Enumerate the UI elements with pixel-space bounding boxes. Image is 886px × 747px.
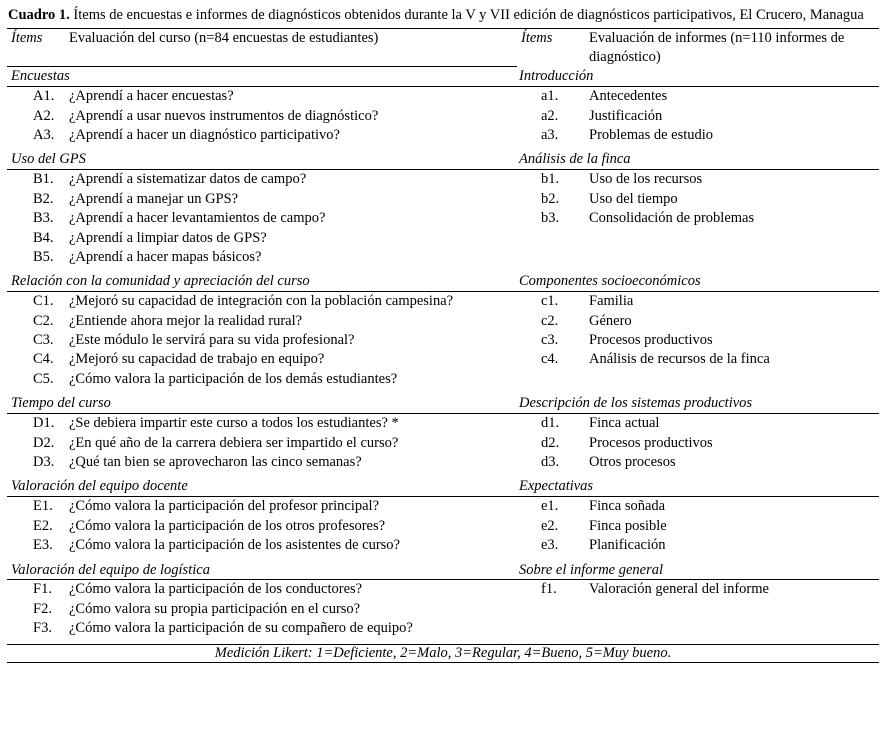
item-text-right bbox=[589, 229, 879, 248]
item-code-left: B3. bbox=[33, 210, 54, 227]
section-title-right: Componentes socioeconómicos bbox=[517, 272, 879, 291]
section-title-right: Expectativas bbox=[517, 477, 879, 496]
table-row bbox=[7, 331, 879, 350]
item-text-right bbox=[589, 248, 879, 267]
table-row bbox=[7, 453, 879, 472]
section-title-left: Encuestas bbox=[7, 67, 517, 87]
item-code-left: A2. bbox=[33, 107, 55, 124]
table-row bbox=[7, 497, 879, 517]
item-code-right: c1. bbox=[541, 293, 559, 310]
table-row bbox=[7, 370, 879, 389]
item-text-right: Análisis de recursos de la finca bbox=[589, 351, 770, 368]
item-code-right bbox=[517, 370, 589, 389]
table-row bbox=[7, 248, 879, 267]
item-code-left: B4. bbox=[33, 229, 54, 246]
item-text-left: ¿Aprendí a manejar un GPS? bbox=[69, 190, 239, 207]
table-row bbox=[7, 619, 879, 638]
header-right-text: Evaluación de informes (n=110 informes de diagnóstico) bbox=[589, 29, 879, 67]
item-text-left: ¿Aprendí a limpiar datos de GPS? bbox=[69, 229, 267, 246]
item-code-right bbox=[517, 619, 589, 638]
table-footer-row bbox=[7, 644, 879, 662]
table-row bbox=[7, 600, 879, 619]
item-text-right: Uso de los recursos bbox=[589, 171, 703, 188]
table-row bbox=[7, 229, 879, 248]
item-code-left: C5. bbox=[33, 370, 54, 387]
table-row bbox=[7, 107, 879, 126]
table-header-row bbox=[7, 29, 879, 67]
table-row bbox=[7, 536, 879, 555]
item-code-right bbox=[517, 229, 589, 248]
header-left-code: Ítems bbox=[7, 29, 69, 67]
item-text-left: ¿Aprendí a sistematizar datos de campo? bbox=[69, 171, 307, 188]
item-code-left: A3. bbox=[33, 127, 55, 143]
item-text-left: ¿Qué tan bien se aprovecharon las cinco semanas? bbox=[69, 454, 362, 471]
item-code-right: c4. bbox=[541, 351, 559, 368]
table-row bbox=[7, 350, 879, 369]
item-code-left: E2. bbox=[33, 517, 53, 534]
item-text-left: ¿Cómo valora la participación de los otros profesores? bbox=[69, 517, 386, 534]
caption-text: Ítems de encuestas e informes de diagnósticos obtenidos durante la V y VII edición de diagnósticos participativos, El Crucero, Managua bbox=[73, 7, 864, 23]
item-text-left: ¿Aprendí a hacer mapas básicos? bbox=[69, 248, 262, 265]
section-title-left: Tiempo del curso bbox=[7, 394, 517, 413]
item-text-right: Otros procesos bbox=[589, 454, 676, 471]
item-code-right: e2. bbox=[541, 517, 559, 534]
item-code-left: B5. bbox=[33, 248, 54, 265]
item-text-right: Procesos productivos bbox=[589, 434, 713, 451]
item-text-left: ¿Este módulo le servirá para su vida profesional? bbox=[69, 332, 355, 349]
item-code-left: D3. bbox=[33, 454, 55, 471]
section-title-row bbox=[7, 477, 879, 496]
section-title-right: Descripción de los sistemas productivos bbox=[517, 394, 879, 413]
item-text-right: Justificación bbox=[589, 107, 663, 124]
table-row bbox=[7, 580, 879, 600]
item-text-left: ¿Aprendí a hacer encuestas? bbox=[69, 88, 234, 105]
section-title-row bbox=[7, 272, 879, 291]
item-code-right: e3. bbox=[541, 537, 559, 554]
item-code-right: b2. bbox=[541, 190, 560, 207]
table-row bbox=[7, 517, 879, 536]
item-code-right: a1. bbox=[541, 88, 559, 105]
caption-label: Cuadro 1. bbox=[8, 7, 70, 23]
item-text-left: ¿Cómo valora la participación de los demás estudiantes? bbox=[69, 370, 398, 387]
item-text-right: Valoración general del informe bbox=[589, 581, 769, 598]
item-code-left: C3. bbox=[33, 332, 54, 349]
item-text-right: Finca posible bbox=[589, 517, 667, 534]
item-code-left: C4. bbox=[33, 351, 54, 368]
item-text-left: ¿Entiende ahora mejor la realidad rural? bbox=[69, 312, 303, 329]
item-text-right: Familia bbox=[589, 293, 634, 310]
table-row bbox=[7, 434, 879, 453]
item-code-left: E3. bbox=[33, 537, 53, 554]
item-code-left: B1. bbox=[33, 171, 54, 188]
item-text-left: ¿Mejoró su capacidad de trabajo en equipo? bbox=[69, 351, 325, 368]
item-code-right: b3. bbox=[541, 210, 560, 227]
item-code-right: c3. bbox=[541, 332, 559, 349]
item-code-right: a3. bbox=[541, 127, 559, 143]
item-code-right bbox=[517, 600, 589, 619]
item-text-left: ¿Se debiera impartir este curso a todos los estudiantes? * bbox=[69, 415, 399, 432]
item-code-right: a2. bbox=[541, 107, 559, 124]
item-code-right: b1. bbox=[541, 171, 560, 188]
item-text-right: Consolidación de problemas bbox=[589, 210, 755, 227]
table-row bbox=[7, 312, 879, 331]
item-text-left: ¿Aprendí a usar nuevos instrumentos de diagnóstico? bbox=[69, 107, 379, 124]
item-text-right: Planificación bbox=[589, 537, 666, 554]
header-left-text: Evaluación del curso (n=84 encuestas de estudiantes) bbox=[69, 29, 517, 67]
item-text-left: ¿Aprendí a hacer un diagnóstico participativo? bbox=[69, 127, 340, 143]
item-text-right: Género bbox=[589, 312, 632, 329]
item-text-left: ¿Cómo valora la participación de su compañero de equipo? bbox=[69, 620, 413, 637]
item-code-left: B2. bbox=[33, 190, 54, 207]
item-code-left: F1. bbox=[33, 581, 52, 598]
table-row bbox=[7, 126, 879, 145]
item-code-left: C1. bbox=[33, 293, 54, 310]
section-title-right: Sobre el informe general bbox=[517, 561, 879, 580]
item-text-left: ¿Aprendí a hacer levantamientos de campo? bbox=[69, 210, 326, 227]
item-code-right: c2. bbox=[541, 312, 559, 329]
item-code-left: C2. bbox=[33, 312, 54, 329]
item-text-left: ¿Cómo valora la participación del profesor principal? bbox=[69, 498, 380, 515]
item-text-right bbox=[589, 370, 879, 389]
section-title-right: Análisis de la finca bbox=[517, 150, 879, 169]
table-row bbox=[7, 292, 879, 312]
item-text-right: Uso del tiempo bbox=[589, 190, 678, 207]
item-code-left: D2. bbox=[33, 434, 55, 451]
item-code-left: E1. bbox=[33, 498, 53, 515]
item-code-right: f1. bbox=[541, 581, 557, 598]
item-code-right: d2. bbox=[541, 434, 560, 451]
item-code-left: A1. bbox=[33, 88, 55, 105]
table-body bbox=[7, 29, 879, 663]
item-text-right: Procesos productivos bbox=[589, 332, 713, 349]
section-title-row bbox=[7, 394, 879, 413]
item-code-left: D1. bbox=[33, 415, 55, 432]
table-row bbox=[7, 414, 879, 434]
section-title-right: Introducción bbox=[517, 67, 879, 87]
section-title-left: Relación con la comunidad y apreciación del curso bbox=[7, 272, 517, 291]
item-text-right bbox=[589, 600, 879, 619]
header-right-code: Ítems bbox=[517, 29, 589, 67]
item-code-right bbox=[517, 248, 589, 267]
item-text-left: ¿Cómo valora la participación de los asistentes de curso? bbox=[69, 537, 400, 554]
table-row bbox=[7, 209, 879, 228]
section-title-left: Valoración del equipo de logística bbox=[7, 561, 517, 580]
item-text-right: Problemas de estudio bbox=[589, 127, 714, 143]
item-text-left: ¿Mejoró su capacidad de integración con la población campesina? bbox=[69, 293, 454, 310]
table-row bbox=[7, 190, 879, 209]
item-text-right: Finca soñada bbox=[589, 498, 666, 515]
item-code-right: e1. bbox=[541, 498, 559, 515]
table-row bbox=[7, 170, 879, 190]
item-text-right: Antecedentes bbox=[589, 88, 668, 105]
table-caption bbox=[0, 0, 886, 28]
section-title-row bbox=[7, 67, 879, 87]
section-title-row bbox=[7, 561, 879, 580]
item-text-right: Finca actual bbox=[589, 415, 660, 432]
item-code-left: F2. bbox=[33, 600, 52, 617]
item-code-left: F3. bbox=[33, 620, 52, 637]
item-code-right: d1. bbox=[541, 415, 560, 432]
section-title-left: Valoración del equipo docente bbox=[7, 477, 517, 496]
item-text-right bbox=[589, 619, 879, 638]
section-title-row bbox=[7, 150, 879, 169]
item-code-right: d3. bbox=[541, 454, 560, 471]
items-table bbox=[7, 28, 879, 663]
table-row bbox=[7, 87, 879, 107]
item-text-left: ¿Cómo valora su propia participación en el curso? bbox=[69, 600, 361, 617]
item-text-left: ¿Cómo valora la participación de los conductores? bbox=[69, 581, 363, 598]
section-title-left: Uso del GPS bbox=[7, 150, 517, 169]
likert-note: Medición Likert: 1=Deficiente, 2=Malo, 3=Regular, 4=Bueno, 5=Muy bueno. bbox=[7, 644, 879, 662]
item-text-left: ¿En qué año de la carrera debiera ser impartido el curso? bbox=[69, 434, 399, 451]
